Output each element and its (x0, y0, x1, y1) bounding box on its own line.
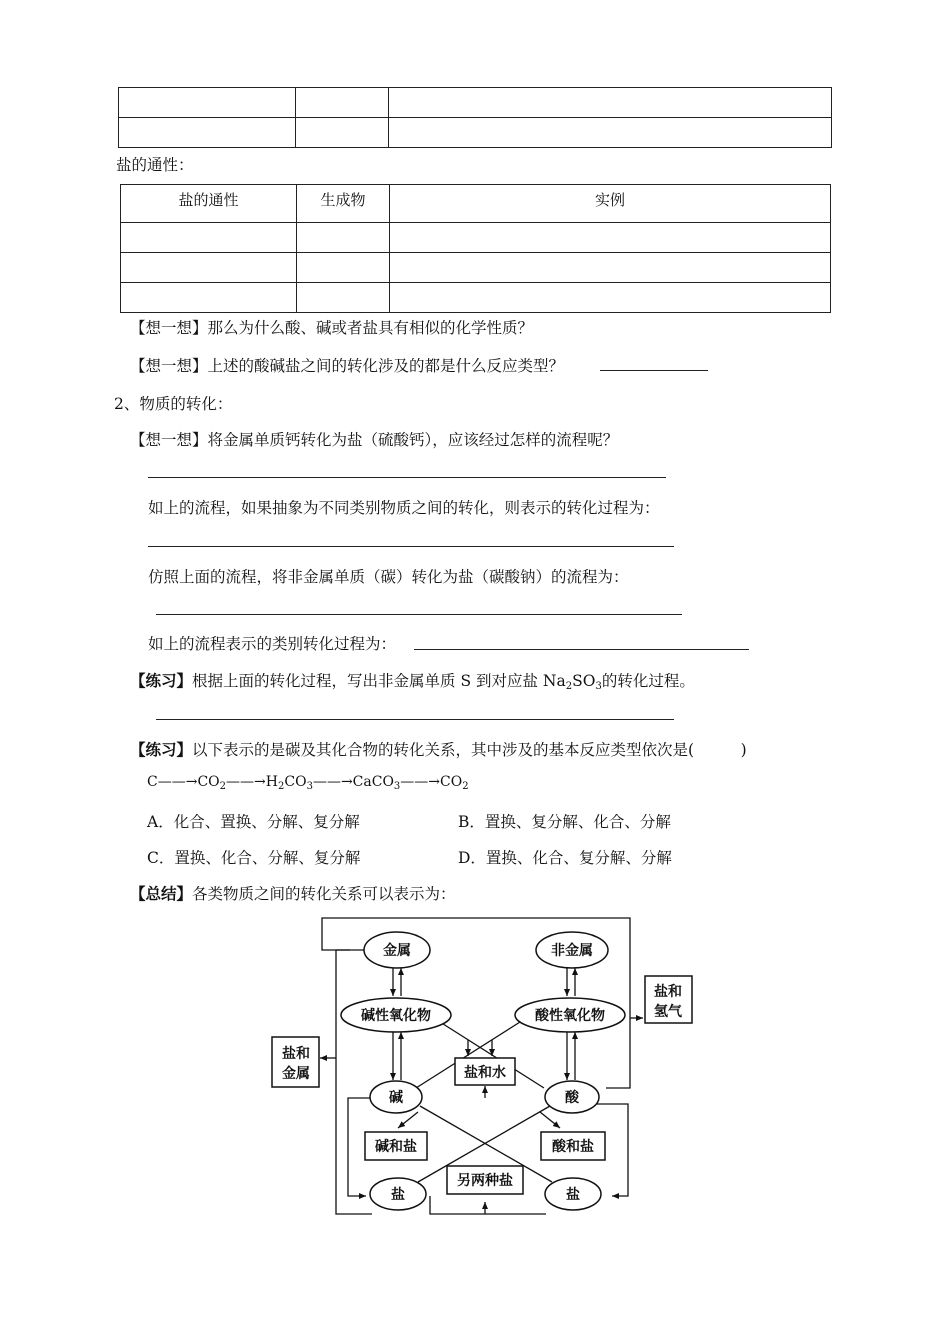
paragraph: 如上的流程，如果抽象为不同类别物质之间的转化，则表示的转化过程为： (148, 499, 660, 517)
box-label: 碱和盐 (375, 1139, 417, 1155)
section-title: 2、物质的转化： (114, 395, 233, 413)
header-cell: 盐的通性 (121, 185, 297, 223)
paragraph: 仿照上面的流程，将非金属单质（碳）转化为盐（碳酸钠）的流程为： (148, 568, 629, 586)
node-label: 盐 (391, 1187, 405, 1203)
reaction-chain: $C——\to CO_2——\to H_2CO_3——\to CaCO_3——\to CO_2$ (147, 774, 469, 792)
box-label: 盐和水 (464, 1065, 506, 1081)
paragraph: 如上的流程表示的类别转化过程为： (148, 635, 397, 653)
option-b[interactable]: B．置换、复分解、化合、分解 (458, 813, 671, 831)
node-label: 酸性氧化物 (535, 1008, 605, 1024)
option-a[interactable]: A．化合、置换、分解、复分解 (147, 813, 360, 831)
option-c[interactable]: C．置换、化合、分解、复分解 (147, 849, 361, 867)
header-cell: 实例 (390, 185, 831, 223)
box-label: 酸和盐 (552, 1139, 594, 1155)
exercise-2: 【练习】以下表示的是碳及其化合物的转化关系，其中涉及的基本反应类型依次是( ) (130, 741, 747, 759)
option-d[interactable]: D．置换、化合、复分解、分解 (458, 849, 672, 867)
node-label: 非金属 (551, 943, 593, 959)
think-question-2: 【想一想】上述的酸碱盐之间的转化涉及的都是什么反应类型？ (130, 357, 565, 375)
node-label: 酸 (565, 1090, 579, 1106)
header-cell: 生成物 (297, 185, 390, 223)
think-question-1: 【想一想】那么为什么酸、碱或者盐具有相似的化学性质？ (130, 319, 534, 337)
box-label: 盐和 (654, 984, 682, 1000)
box-label: 另两种盐 (457, 1173, 513, 1189)
summary: 【总结】各类物质之间的转化关系可以表示为： (130, 885, 456, 903)
box-label: 氢气 (654, 1004, 682, 1020)
node-label: 碱性氧化物 (361, 1008, 431, 1024)
node-label: 盐 (566, 1187, 580, 1203)
box-label: 金属 (282, 1066, 310, 1082)
node-label: 碱 (389, 1090, 403, 1106)
think-question-3: 【想一想】将金属单质钙转化为盐（硫酸钙），应该经过怎样的流程呢？ (130, 431, 619, 449)
node-label: 金属 (383, 943, 411, 959)
exercise-1: 【练习】根据上面的转化过程，写出非金属单质 S 到对应盐 $Na_2SO_3$的转化过程。 (130, 672, 695, 692)
salt-heading: 盐的通性： (116, 156, 194, 174)
box-label: 盐和 (282, 1046, 310, 1062)
